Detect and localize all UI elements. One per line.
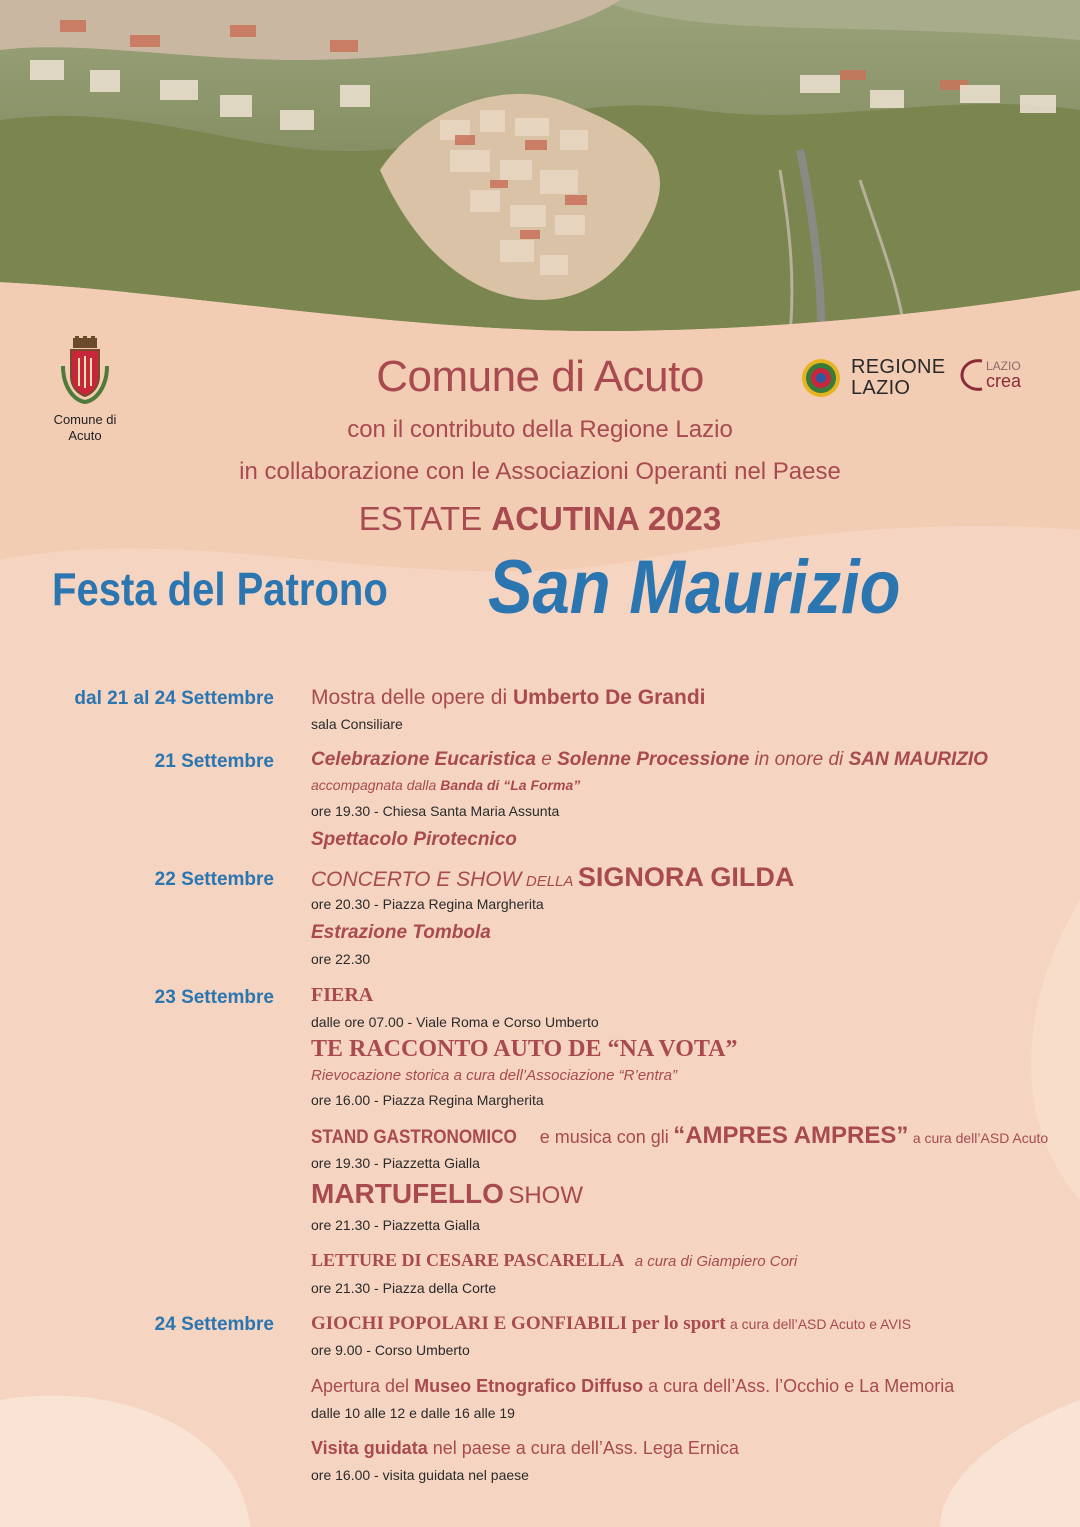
event-giochi-p1: GIOCHI POPOLARI E GONFIABILI per lo sport bbox=[311, 1313, 726, 1334]
estate-acutina-heading bbox=[0, 500, 1080, 538]
event-celebrazione-p3: Solenne Processione bbox=[557, 749, 750, 770]
event-celebrazione-note-bold: Banda di “La Forma” bbox=[440, 777, 581, 793]
estate-bold: ACUTINA 2023 bbox=[491, 500, 722, 537]
event-visita-p1: Visita guidata bbox=[311, 1438, 428, 1458]
event-concerto bbox=[311, 862, 794, 893]
event-visita-p2: nel paese a cura dell’Ass. Lega Ernica bbox=[432, 1438, 739, 1458]
event-letture bbox=[311, 1250, 797, 1271]
event-stand-p1: STAND GASTRONOMICO bbox=[311, 1127, 517, 1148]
event-celebrazione-p1: Celebrazione Eucaristica bbox=[311, 749, 536, 770]
event-stand-gastronomico bbox=[311, 1122, 1048, 1150]
date-21-settembre: 21 Settembre bbox=[154, 751, 274, 772]
event-celebrazione-p2: e bbox=[541, 749, 552, 770]
event-tombola: Estrazione Tombola bbox=[311, 922, 491, 943]
crea-logo-line-1: LAZIO bbox=[986, 359, 1021, 373]
event-mostra-sub: sala Consiliare bbox=[311, 716, 403, 732]
event-concerto-p1: CONCERTO E SHOW bbox=[311, 868, 522, 891]
event-stand-p2: e musica con gli bbox=[539, 1127, 669, 1147]
regione-logo-line-1: REGIONE bbox=[851, 356, 946, 378]
date-22-settembre: 22 Settembre bbox=[154, 869, 274, 890]
event-celebrazione-note-pre: accompagnata dalla bbox=[311, 777, 437, 793]
event-celebrazione-note bbox=[311, 777, 580, 793]
event-martufello-p1: MARTUFELLO bbox=[311, 1178, 504, 1209]
contributo-line: con il contributo della Regione Lazio bbox=[347, 416, 733, 443]
event-giochi bbox=[311, 1313, 911, 1335]
crea-logo-line-2: crea bbox=[986, 371, 1022, 391]
event-celebrazione-p4: in onore di bbox=[754, 749, 844, 770]
event-concerto-p3: SIGNORA GILDA bbox=[577, 862, 795, 892]
event-visita-sub: ore 16.00 - visita guidata nel paese bbox=[311, 1467, 529, 1483]
event-pirotecnico: Spettacolo Pirotecnico bbox=[311, 829, 517, 850]
festa-heading bbox=[52, 545, 901, 630]
event-te-racconto-sub: ore 16.00 - Piazza Regina Margherita bbox=[311, 1092, 544, 1108]
event-mostra-pre: Mostra delle opere di bbox=[311, 686, 508, 709]
event-museo-p2: Museo Etnografico Diffuso bbox=[414, 1376, 644, 1396]
event-mostra bbox=[311, 686, 705, 710]
festa-saint: San Maurizio bbox=[488, 545, 901, 630]
collaborazione-line: in collaborazione con le Associazioni Operanti nel Paese bbox=[239, 458, 841, 485]
event-celebrazione bbox=[311, 749, 988, 771]
event-fiera: FIERA bbox=[311, 984, 374, 1006]
event-martufello bbox=[311, 1178, 583, 1210]
event-te-racconto-note: Rievocazione storica a cura dell’Associazione “R’entra” bbox=[311, 1067, 677, 1084]
date-dal-21-al-24: dal 21 al 24 Settembre bbox=[74, 688, 274, 709]
event-stand-p4: a cura dell’ASD Acuto bbox=[912, 1130, 1049, 1146]
event-giochi-p2: a cura dell’ASD Acuto e AVIS bbox=[729, 1316, 912, 1332]
comune-title: Comune di Acuto bbox=[376, 352, 704, 401]
event-museo-p1: Apertura del bbox=[311, 1376, 410, 1396]
event-fiera-sub: dalle ore 07.00 - Viale Roma e Corso Umberto bbox=[311, 1014, 599, 1030]
event-museo-p3: a cura dell’Ass. l’Occhio e La Memoria bbox=[648, 1376, 955, 1396]
event-concerto-p2: DELLA bbox=[525, 873, 574, 890]
event-mostra-artist: Umberto De Grandi bbox=[512, 686, 706, 709]
event-letture-p1: LETTURE DI CESARE PASCARELLA bbox=[311, 1250, 625, 1270]
event-letture-p2: a cura di Giampiero Cori bbox=[634, 1253, 798, 1270]
festa-prefix: Festa del Patrono bbox=[52, 563, 388, 615]
event-concerto-sub: ore 20.30 - Piazza Regina Margherita bbox=[311, 896, 544, 912]
event-visita bbox=[311, 1438, 739, 1459]
event-museo-sub: dalle 10 alle 12 e dalle 16 alle 19 bbox=[311, 1405, 515, 1421]
event-celebrazione-p5: SAN MAURIZIO bbox=[848, 749, 988, 770]
comune-logo-caption-2: Acuto bbox=[68, 428, 102, 443]
regione-logo-line-2: LAZIO bbox=[851, 377, 911, 399]
comune-logo-caption-1: Comune di bbox=[53, 412, 117, 427]
event-martufello-p2: SHOW bbox=[508, 1182, 583, 1209]
date-24-settembre: 24 Settembre bbox=[154, 1314, 274, 1335]
event-giochi-sub: ore 9.00 - Corso Umberto bbox=[311, 1342, 470, 1358]
event-celebrazione-sub: ore 19.30 - Chiesa Santa Maria Assunta bbox=[311, 803, 560, 819]
event-martufello-sub: ore 21.30 - Piazzetta Gialla bbox=[311, 1217, 480, 1233]
event-stand-sub: ore 19.30 - Piazzetta Gialla bbox=[311, 1155, 480, 1171]
event-museo bbox=[311, 1376, 954, 1397]
event-te-racconto: TE RACCONTO AUTO DE “NA VOTA” bbox=[311, 1036, 738, 1062]
estate-prefix: ESTATE bbox=[358, 500, 483, 537]
event-stand-p3: “AMPRES AMPRES” bbox=[673, 1122, 909, 1149]
event-letture-sub: ore 21.30 - Piazza della Corte bbox=[311, 1280, 497, 1296]
event-tombola-sub: ore 22.30 bbox=[311, 951, 371, 967]
aerial-town-photo bbox=[0, 0, 1080, 335]
date-23-settembre: 23 Settembre bbox=[154, 987, 274, 1008]
